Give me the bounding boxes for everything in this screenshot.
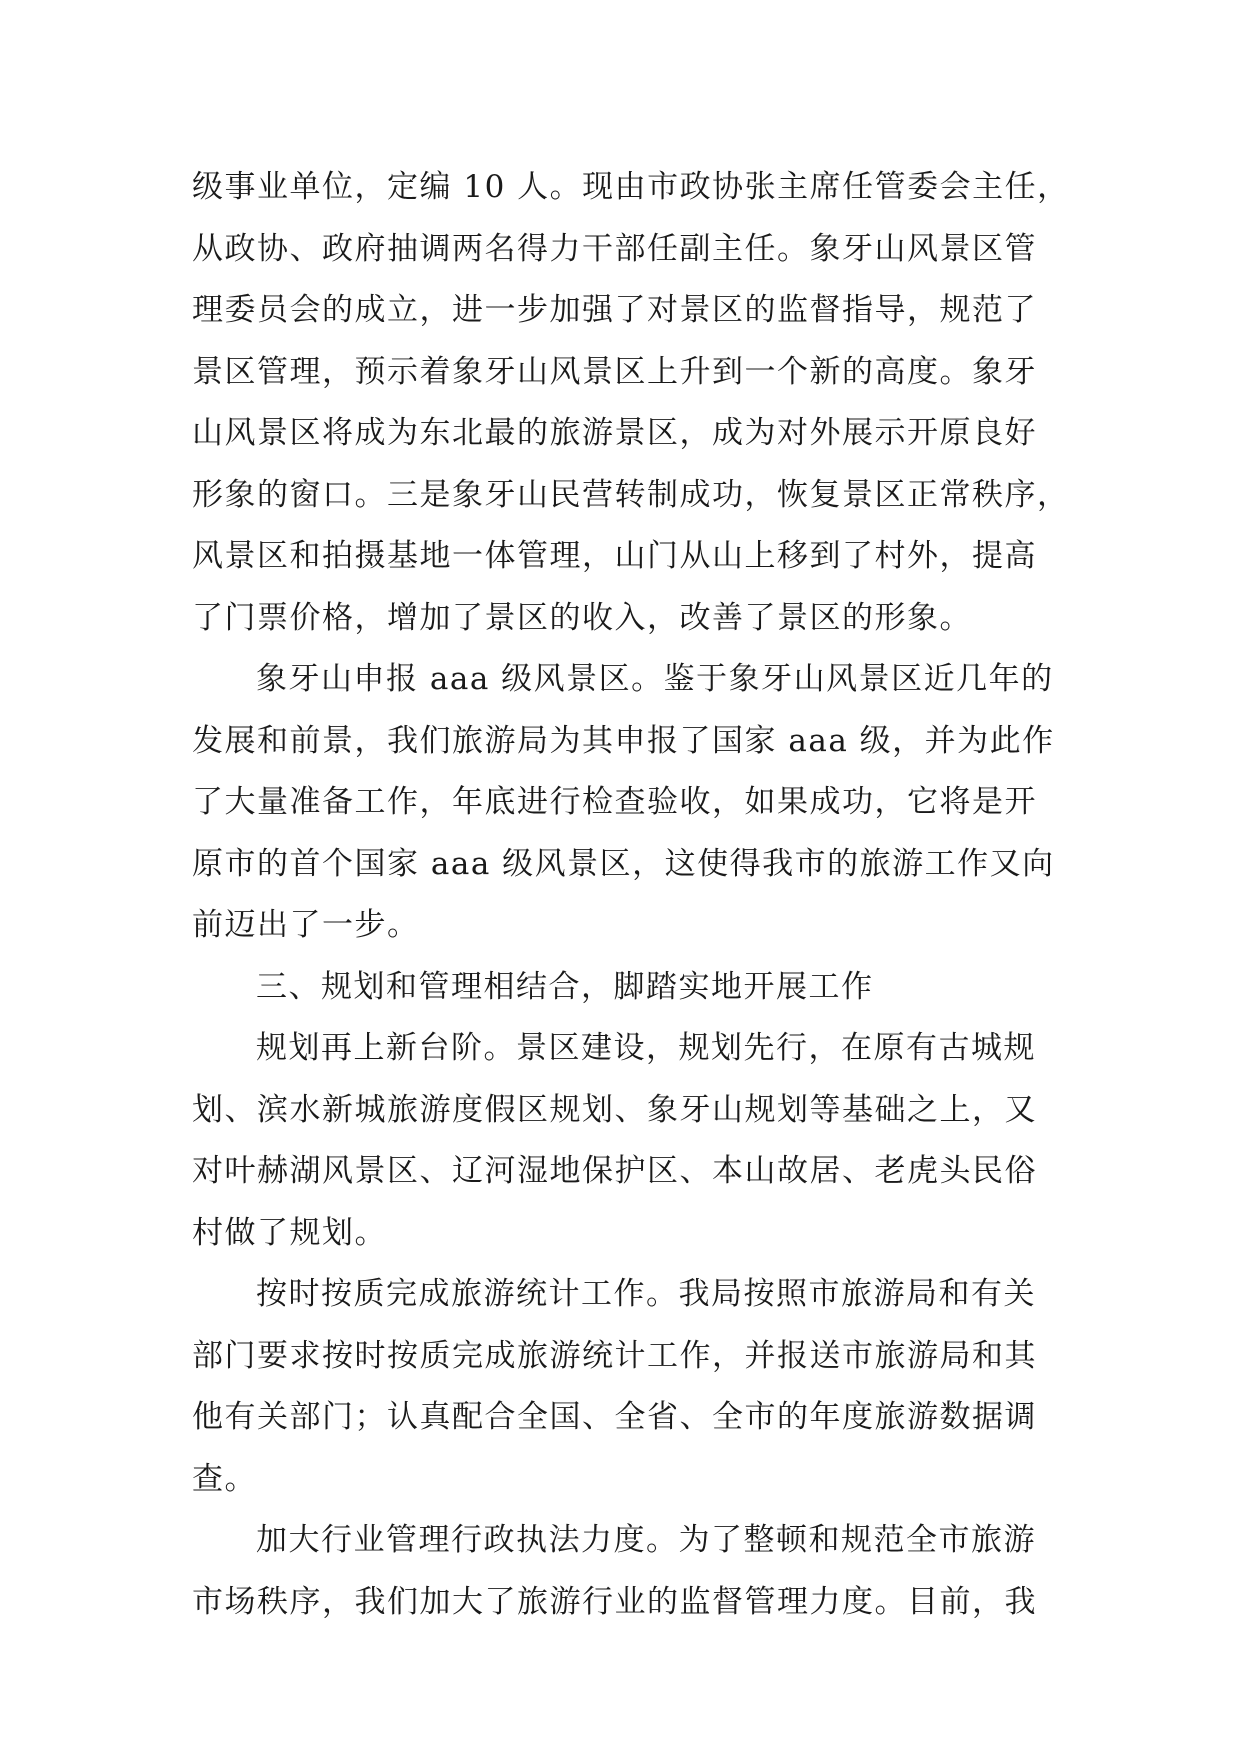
paragraph-start-line: 象牙山申报 aaa 级风景区。鉴于象牙山风景区近几年的 (256, 661, 1054, 697)
text-line: 村做了规划。 (192, 1214, 387, 1251)
section-heading: 三、规划和管理相结合，脚踏实地开展工作 (256, 968, 874, 1005)
paragraph-start-line: 按时按质完成旅游统计工作。我局按照市旅游局和有关 (256, 1276, 1036, 1312)
text-line: 对叶赫湖风景区、辽河湿地保护区、本山故居、老虎头民俗 (192, 1153, 1037, 1189)
text-line: 形象的窗口。三是象牙山民营转制成功，恢复景区正常秩序， (192, 476, 1070, 513)
text-line: 查。 (192, 1460, 257, 1497)
text-line: 了大量准备工作，年底进行检查验收，如果成功，它将是开 (192, 784, 1037, 820)
text-line: 划、滨水新城旅游度假区规划、象牙山规划等基础之上，又 (192, 1091, 1037, 1128)
text-line: 市场秩序，我们加大了旅游行业的监督管理力度。目前，我 (192, 1583, 1037, 1620)
text-line: 景区管理，预示着象牙山风景区上升到一个新的高度。象牙 (192, 353, 1037, 390)
text-line: 发展和前景，我们旅游局为其申报了国家 aaa 级，并为此作 (192, 722, 1055, 759)
text-line: 级事业单位，定编 10 人。现由市政协张主席任管委会主任， (192, 169, 1070, 205)
text-line: 了门票价格，增加了景区的收入，改善了景区的形象。 (192, 599, 972, 636)
text-line: 原市的首个国家 aaa 级风景区，这使得我市的旅游工作又向 (192, 845, 1055, 882)
paragraph-start-line: 加大行业管理行政执法力度。为了整顿和规范全市旅游 (256, 1522, 1036, 1558)
text-line: 山风景区将成为东北最的旅游景区，成为对外展示开原良好 (192, 415, 1037, 451)
text-line: 理委员会的成立，进一步加强了对景区的监督指导，规范了 (192, 292, 1037, 328)
paragraph-start-line: 规划再上新台阶。景区建设，规划先行，在原有古城规 (256, 1030, 1036, 1066)
body-text (192, 157, 1072, 1633)
text-line: 从政协、政府抽调两名得力干部任副主任。象牙山风景区管 (192, 230, 1037, 267)
text-line: 风景区和拍摄基地一体管理，山门从山上移到了村外，提高 (192, 538, 1037, 574)
text-line: 他有关部门；认真配合全国、全省、全市的年度旅游数据调 (192, 1399, 1037, 1435)
text-line: 部门要求按时按质完成旅游统计工作，并报送市旅游局和其 (192, 1337, 1037, 1374)
text-line: 前迈出了一步。 (192, 907, 420, 943)
